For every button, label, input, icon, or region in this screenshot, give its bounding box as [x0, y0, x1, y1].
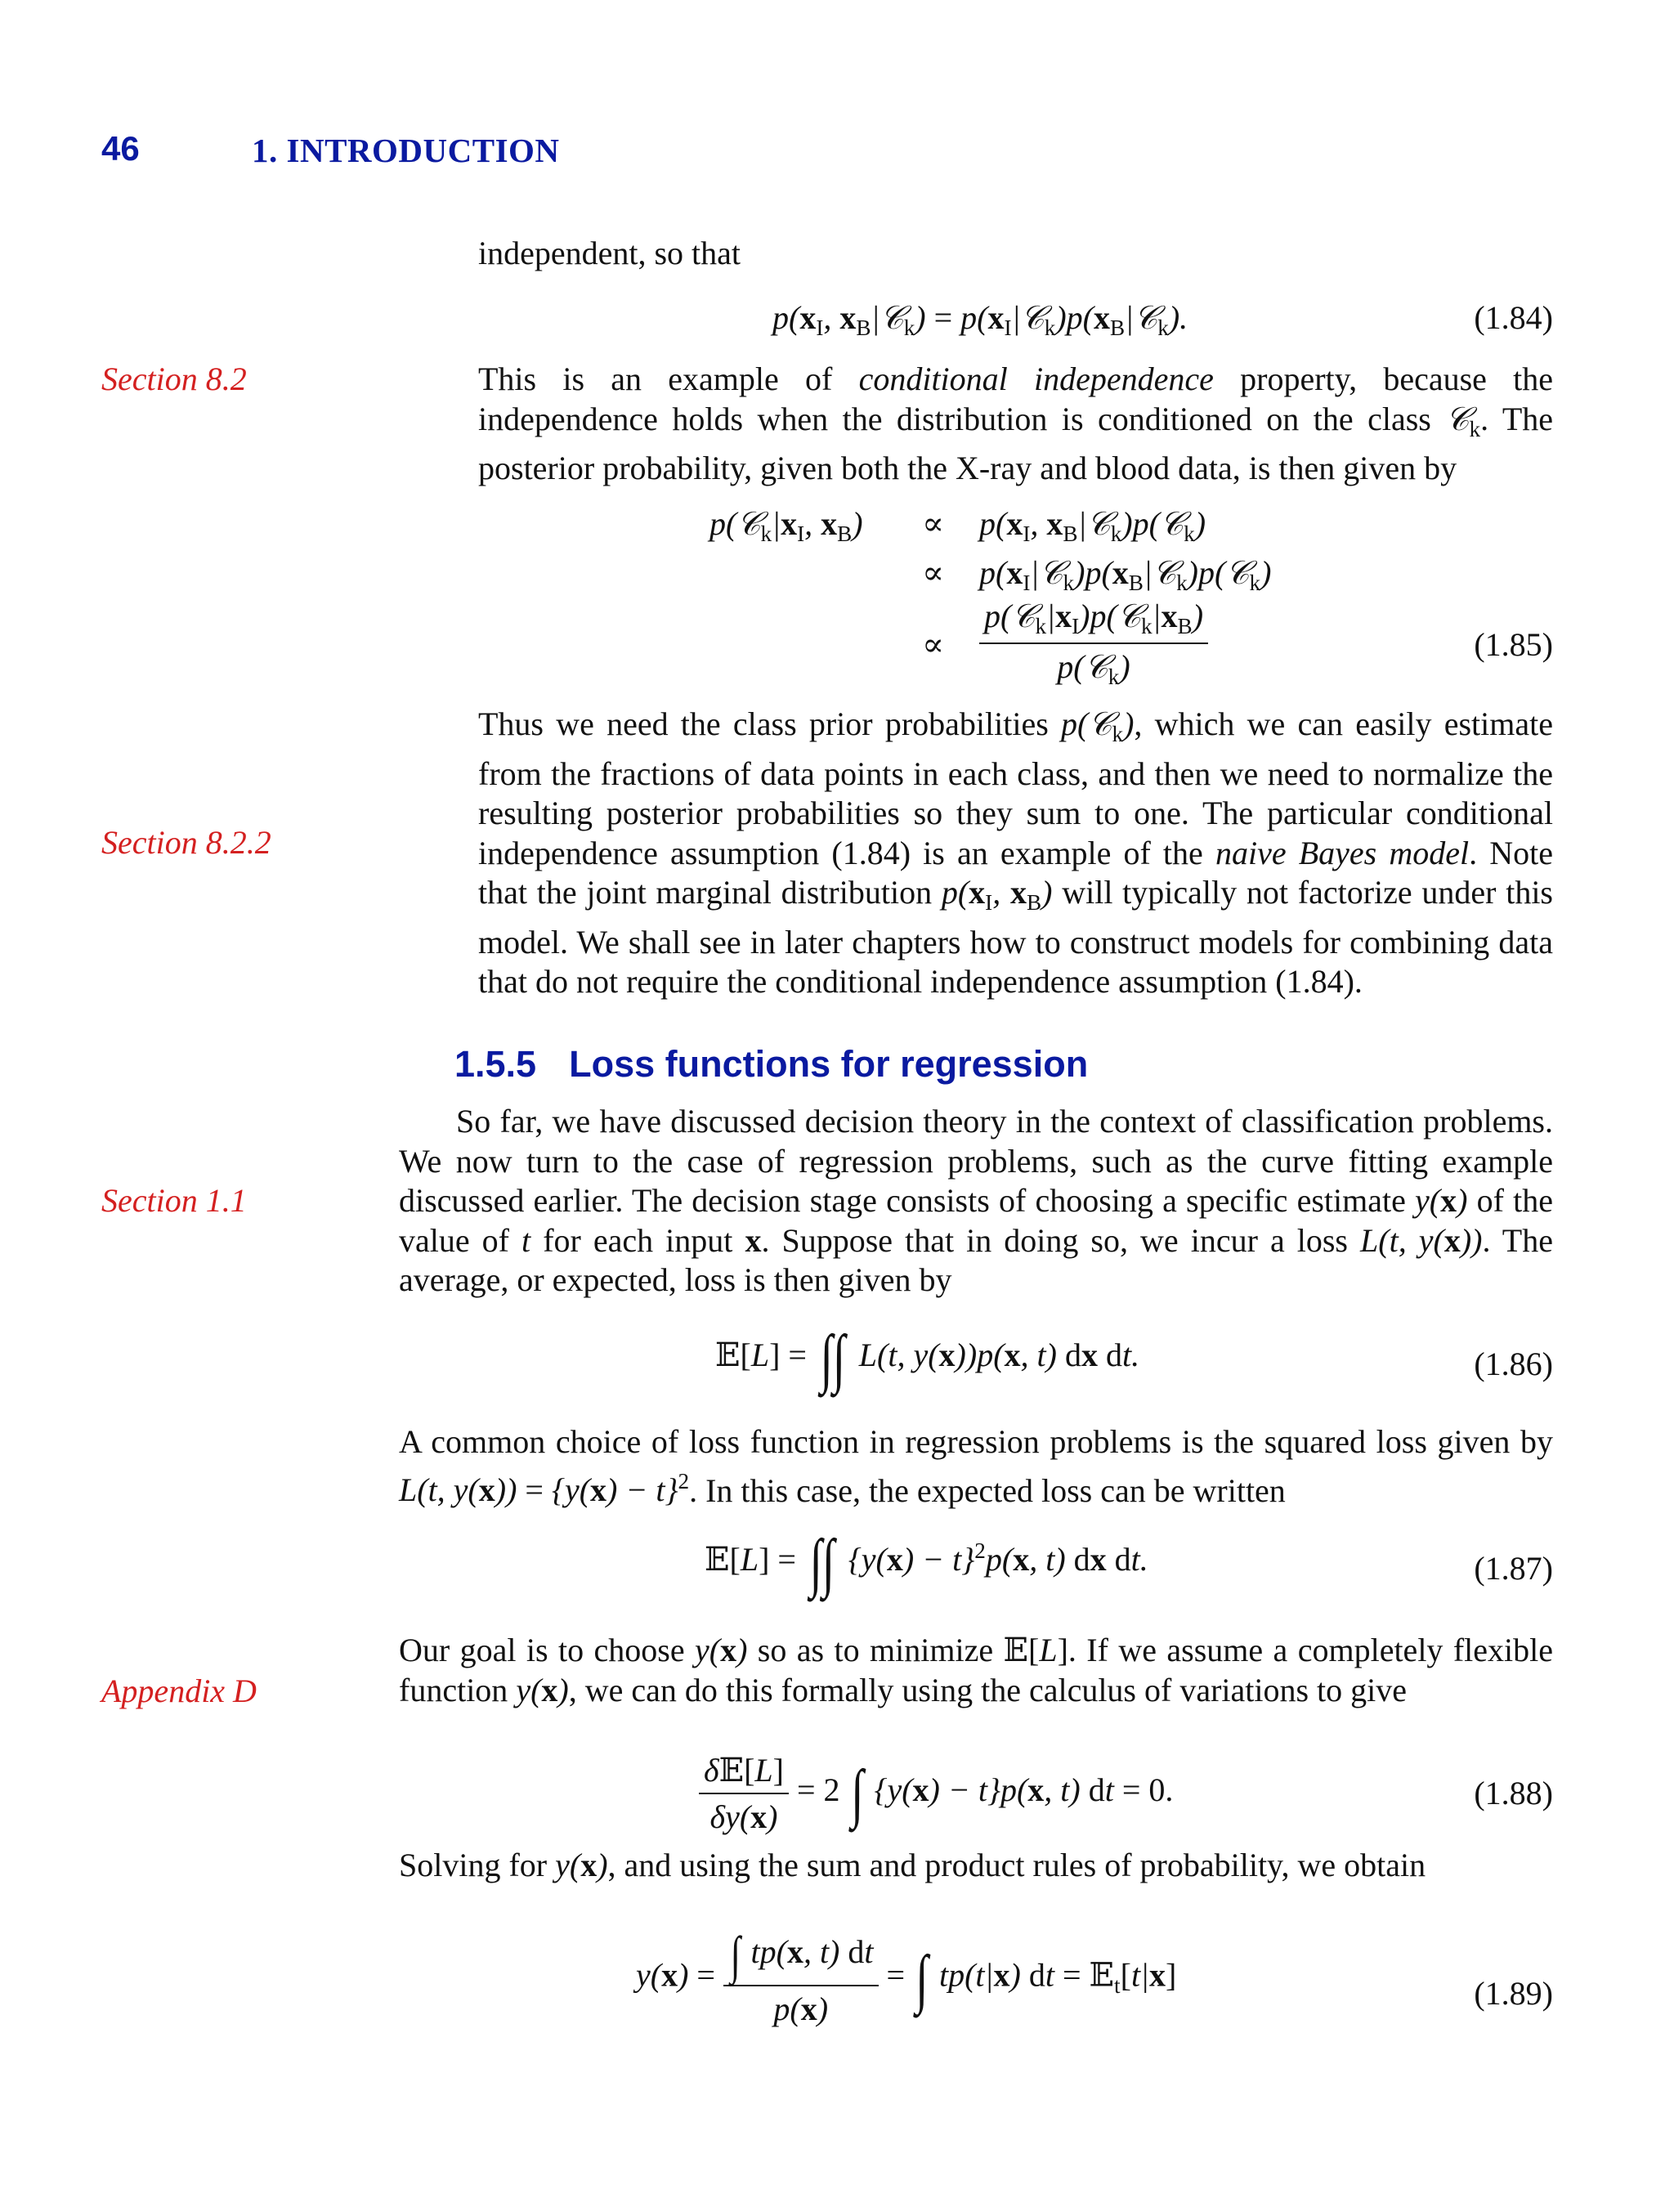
- text-run: of the value of: [399, 1182, 1554, 1259]
- paragraph-solving: [399, 1846, 1553, 1886]
- text-run: will typically not factorize under this model. We shall see in later chapters how to construct models for combining data that do not require the conditional independence assumption (1.84).: [478, 874, 1553, 1001]
- inline-math: y(x): [516, 1671, 569, 1708]
- text-run: for each input: [530, 1221, 745, 1259]
- text-run: . Note that the joint marginal distribution: [478, 834, 1553, 911]
- equation-1-86: 𝔼[L] = ∫∫ L(t, y(x))p(x, t) dx dt.: [715, 1323, 1140, 1395]
- text-run: . If we assume a completely flexible function: [399, 1632, 1553, 1708]
- equation-1-85-line1: $p(𝒞_k|x_I$, $x_B$): [709, 505, 863, 547]
- text-run: Solving for: [399, 1847, 556, 1883]
- text-run: , we can do this formally using the calculus of variations to give: [568, 1671, 1408, 1708]
- inline-math: 𝒞$_k$: [1445, 400, 1481, 441]
- text-run: . Suppose that in doing so, we incur a loss: [761, 1221, 1361, 1259]
- text-run: Thus we need the class prior probabilities: [478, 705, 1062, 742]
- page-number: 46: [101, 129, 140, 168]
- equation-1-84: $p(x_I$, $x_B|𝒞_k$) = $p(x_I|𝒞_k)p(x_B|𝒞_k)$.: [772, 299, 1188, 341]
- text-run: Our goal is to choose: [399, 1632, 695, 1668]
- inline-math: y(x): [1415, 1182, 1468, 1219]
- text-run: . The posterior probability, given both the X-ray and blood data, is then given by: [478, 400, 1554, 487]
- inline-math: L(t, y(x)): [1360, 1221, 1483, 1259]
- inline-math: y(x): [555, 1847, 608, 1883]
- equation-1-88: $\frac{\text{δ𝔼[L]}}{\delta y(x)}$ = 2 ∫ {y(x) − t}p(x, t) dt = 0.: [699, 1751, 1173, 1836]
- margin-note-section-1-1[interactable]: Section 1.1: [101, 1182, 247, 1219]
- emphasis-term: conditional independence: [858, 360, 1214, 397]
- paragraph-squared-loss: [399, 1422, 1553, 1511]
- paragraph-text: independent, so that: [478, 235, 741, 271]
- equation-number: (1.86): [1474, 1346, 1553, 1382]
- inline-math: x: [745, 1221, 762, 1259]
- section-number: 1.5.5: [454, 1043, 537, 1085]
- text-run: , which we can easily estimate from the fractions of data points in each class, and then we need to normalize the resulting posterior probabilities so they sum to one. The particular conditional independence assumption (1.84) is an example of the: [478, 705, 1553, 871]
- text-run: A common choice of loss function in regression problems is the squared loss given by: [399, 1423, 1553, 1460]
- text-run: . In this case, the expected loss can be written: [689, 1471, 1286, 1509]
- paragraph-conditional-independence: [478, 360, 1553, 489]
- margin-note-section-8-2[interactable]: Section 8.2: [101, 360, 247, 397]
- paragraph-regression-intro: [399, 1102, 1553, 1301]
- text-run: , and using the sum and product rules of probability, we obtain: [607, 1847, 1426, 1883]
- section-heading: [454, 1043, 1088, 1086]
- inline-math: p(𝒞$_k$): [1061, 705, 1135, 747]
- chapter-title: 1. INTRODUCTION: [252, 132, 560, 169]
- emphasis-term: naive Bayes model: [1215, 834, 1470, 871]
- inline-math: L(t, $y(x)) = \{y(x) - t\}^2$: [399, 1469, 690, 1509]
- text-run: property, because the independence holds when the distribution is conditioned on the class: [478, 360, 1554, 437]
- inline-math: y(x): [694, 1632, 748, 1668]
- equation-number: (1.87): [1474, 1550, 1553, 1587]
- equation-1-85-rhs1: $p(x_I$, $x_B|𝒞_k)p(𝒞_k)$: [979, 505, 1206, 547]
- equation-1-87: 𝔼[L] = ∫∫ $\{y(x) - t\}^2p(x$, t) dx dt.: [705, 1527, 1148, 1599]
- text-run: This is an example of: [478, 360, 859, 397]
- margin-note-section-8-2-2[interactable]: Section 8.2.2: [101, 824, 271, 861]
- equation-number: (1.89): [1474, 1975, 1553, 2012]
- section-title: Loss functions for regression: [569, 1043, 1089, 1085]
- paragraph-minimize: [399, 1631, 1553, 1710]
- equation-1-85-rhs2: $p(x_I|𝒞_k)p(x_B|𝒞_k)p(𝒞_k)$: [979, 554, 1272, 596]
- proportional-symbol: ∝: [922, 554, 945, 591]
- text-run: So far, we have discussed decision theory in the context of classification problems. We now turn to the case of regression problems, such as the curve fitting example discussed earlier. The decision stage consists of choosing a specific estimate: [399, 1103, 1553, 1219]
- equation-number: (1.85): [1474, 626, 1553, 663]
- proportional-symbol: ∝: [922, 505, 945, 542]
- equation-number: (1.88): [1474, 1775, 1553, 1811]
- equation-number: (1.84): [1474, 299, 1553, 336]
- inline-math: t: [521, 1221, 531, 1259]
- text-run: . The average, or expected, loss is then given by: [399, 1221, 1553, 1298]
- paragraph-intro: [478, 234, 1553, 274]
- text-run: so as to minimize: [747, 1632, 1004, 1668]
- margin-note-appendix-d[interactable]: Appendix D: [101, 1672, 257, 1709]
- equation-1-89: y(x) = $\frac{\int tp(x, t) dt}{p(x)}$ = ∫ tp(t|x) dt = 𝔼$_t$[t|x]: [636, 1926, 1177, 2027]
- inline-math: $p(x_I$, $x_B$): [941, 874, 1053, 916]
- equation-1-85-rhs3: $\frac{p(𝒞_k|x_I)p(𝒞_k|x_B)}{p(𝒞_k)}$: [979, 597, 1208, 690]
- proportional-symbol: ∝: [922, 626, 945, 663]
- inline-math: 𝔼[L]: [1003, 1632, 1068, 1668]
- paragraph-naive-bayes: [478, 705, 1553, 1002]
